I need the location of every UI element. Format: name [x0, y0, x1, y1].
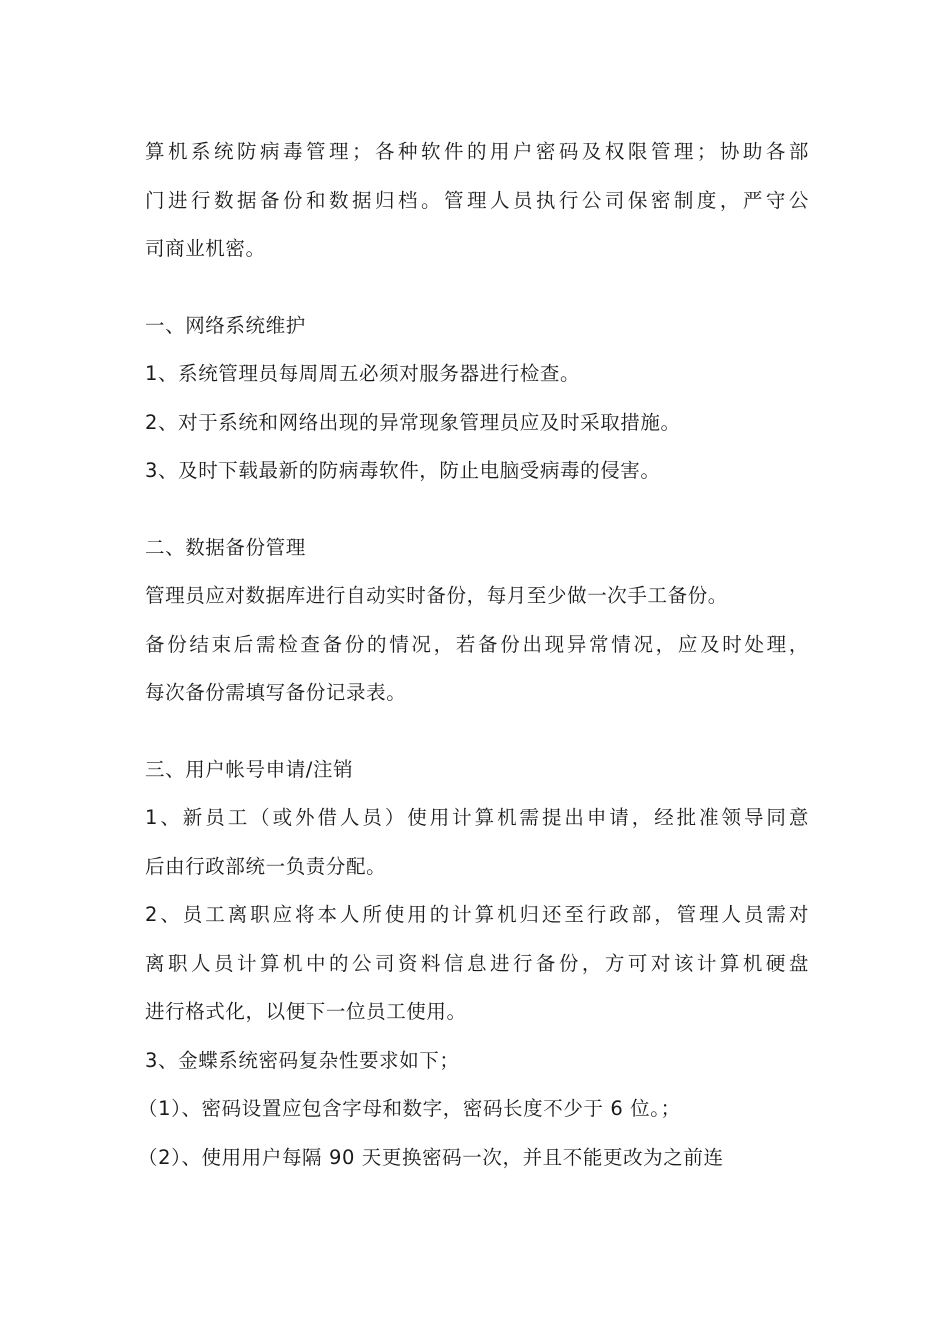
list-item: 2、员工离职应将本人所使用的计算机归还至行政部，管理人员需对	[145, 903, 809, 926]
section-heading: 三、用户帐号申请/注销	[145, 757, 354, 781]
list-item: 2、对于系统和网络出现的异常现象管理员应及时采取措施。	[145, 410, 681, 434]
list-item: 3、及时下载最新的防病毒软件，防止电脑受病毒的侵害。	[145, 459, 661, 482]
paragraph-line: 管理员应对数据库进行自动实时备份，每月至少做一次手工备份。	[145, 584, 728, 607]
paragraph-line: 每次备份需填写备份记录表。	[145, 681, 407, 704]
paragraph-line: 备份结束后需检查备份的情况，若备份出现异常情况，应及时处理，	[145, 632, 809, 656]
list-item-continuation: 离职人员计算机中的公司资料信息进行备份，方可对该计算机硬盘	[145, 951, 809, 975]
section-heading: 一、网络系统维护	[145, 313, 306, 337]
document-body	[138, 128, 809, 1182]
section-spacer	[145, 718, 809, 746]
list-item-continuation: 进行格式化，以便下一位员工使用。	[145, 1000, 467, 1023]
section-spacer	[145, 274, 809, 302]
list-item-continuation: 后由行政部统一负责分配。	[145, 854, 387, 878]
sub-list-item: （2）、使用用户每隔 90 天更换密码一次，并且不能更改为之前连	[138, 1145, 724, 1169]
list-item: 1、新员工（或外借人员）使用计算机需提出申请，经批准领导同意	[145, 806, 809, 829]
list-item: 3、金蝶系统密码复杂性要求如下；	[145, 1048, 460, 1072]
sub-list-item: （1）、密码设置应包含字母和数字，密码长度不少于 6 位。；	[138, 1097, 681, 1120]
paragraph-line: 算机系统防病毒管理；各种软件的用户密码及权限管理；协助各部	[145, 140, 809, 163]
section-spacer	[145, 496, 809, 524]
list-item: 1、系统管理员每周周五必须对服务器进行检查。	[145, 362, 581, 385]
paragraph-line: 门进行数据备份和数据归档。管理人员执行公司保密制度，严守公	[145, 188, 809, 212]
paragraph-line: 司商业机密。	[145, 237, 266, 260]
section-heading: 二、数据备份管理	[145, 535, 306, 559]
